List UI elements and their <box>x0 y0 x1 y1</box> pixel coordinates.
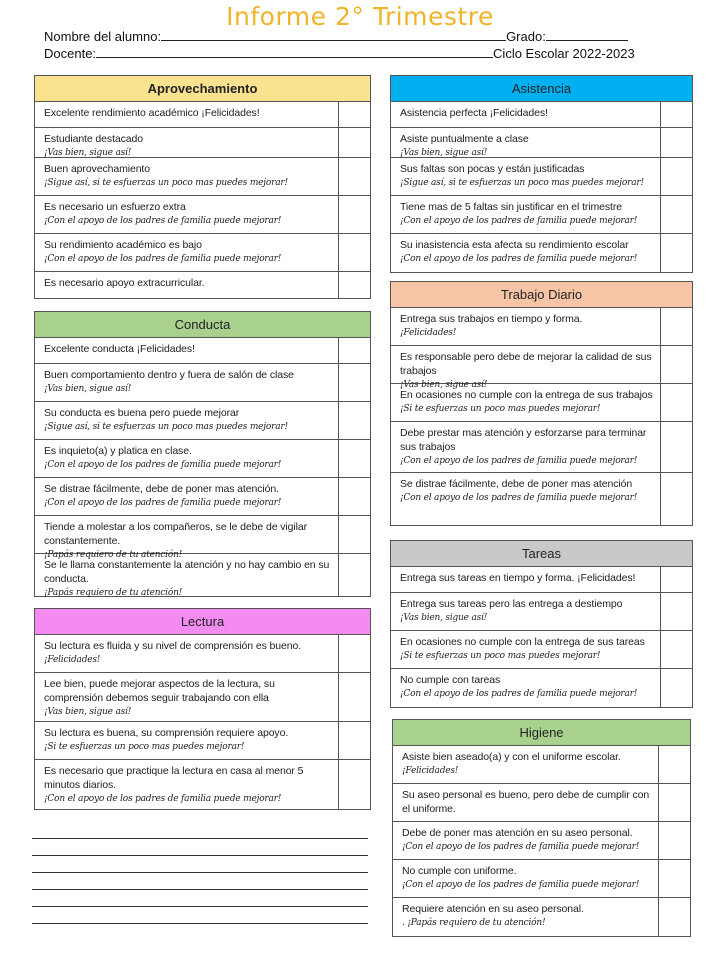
row-main-text: Su conducta es buena pero puede mejorar <box>44 407 240 419</box>
row-main-text: Tiene mas de 5 faltas sin justificar en el trimestre <box>400 201 623 213</box>
check-box[interactable] <box>661 473 692 525</box>
row-sub-text: ¡Vas bien, sigue así! <box>400 380 488 390</box>
row-sub-text: . ¡Papás requiero de tu atención! <box>402 918 546 928</box>
check-box[interactable] <box>661 567 692 592</box>
page-title: Informe 2° Trimestre <box>226 2 494 31</box>
row-main-text: Su aseo personal es bueno, pero debe de cumplir con el uniforme. <box>402 789 650 815</box>
check-box[interactable] <box>661 234 692 272</box>
row-main-text: Buen comportamiento dentro y fuera de salón de clase <box>44 369 294 381</box>
check-box[interactable] <box>339 128 370 157</box>
row-text <box>35 516 339 560</box>
table-row <box>393 898 690 936</box>
row-text <box>391 234 661 272</box>
check-box[interactable] <box>661 384 692 421</box>
check-box[interactable] <box>661 346 692 383</box>
row-text <box>391 473 661 525</box>
row-sub-text: ¡Papás requiero de tu atención! <box>44 550 183 560</box>
check-box[interactable] <box>339 722 370 759</box>
row-sub-text: ¡Felicidades! <box>400 328 457 338</box>
check-box[interactable] <box>661 158 692 195</box>
check-box[interactable] <box>339 102 370 127</box>
section-conducta <box>34 311 371 597</box>
row-main-text: Es necesario apoyo extracurricular. <box>44 277 205 289</box>
header-line-teacher <box>44 45 635 61</box>
table-row <box>35 402 370 440</box>
grade-label: Grado: <box>506 29 546 44</box>
section-aprovechamiento <box>34 75 371 299</box>
note-line[interactable] <box>32 923 368 924</box>
table-row <box>391 669 692 707</box>
row-text <box>391 669 661 707</box>
row-sub-text: ¡Con el apoyo de los padres de familia puede mejorar! <box>400 456 638 466</box>
check-box[interactable] <box>661 631 692 668</box>
note-line[interactable] <box>32 855 368 856</box>
row-main-text: Excelente conducta ¡Felicidades! <box>44 343 195 355</box>
check-box[interactable] <box>339 760 370 809</box>
row-text <box>391 593 661 630</box>
row-main-text: Lee bien, puede mejorar aspectos de la lectura, su comprensión debemos seguir trabajando con ella <box>44 678 275 704</box>
section-title-higiene: Higiene <box>393 720 690 746</box>
row-main-text: En ocasiones no cumple con la entrega de sus tareas <box>400 636 645 648</box>
row-text <box>35 338 339 363</box>
row-sub-text: ¡Con el apoyo de los padres de familia puede mejorar! <box>44 254 282 264</box>
check-box[interactable] <box>339 196 370 233</box>
row-sub-text: ¡Vas bien, sigue así! <box>44 707 132 717</box>
table-row <box>35 440 370 478</box>
row-text <box>35 158 339 195</box>
table-row <box>35 722 370 760</box>
row-main-text: Debe prestar mas atención y esforzarse para terminar sus trabajos <box>400 427 647 453</box>
table-row <box>393 860 690 898</box>
check-box[interactable] <box>661 422 692 472</box>
row-main-text: Asiste bien aseado(a) y con el uniforme escolar. <box>402 751 621 763</box>
row-main-text: Tiende a molestar a los compañeros, se le debe de vigilar constantemente. <box>44 521 307 547</box>
check-box[interactable] <box>659 822 690 859</box>
row-text <box>391 158 661 195</box>
row-sub-text: ¡Felicidades! <box>402 766 459 776</box>
table-row <box>393 822 690 860</box>
note-line[interactable] <box>32 906 368 907</box>
check-box[interactable] <box>661 196 692 233</box>
row-sub-text: ¡Papás requiero de tu atención! <box>44 588 183 598</box>
check-box[interactable] <box>339 673 370 721</box>
section-trabajo-diario <box>390 281 693 526</box>
section-title-asistencia: Asistencia <box>391 76 692 102</box>
row-sub-text: ¡Vas bien, sigue así! <box>44 384 132 394</box>
table-row <box>391 234 692 272</box>
row-text <box>391 567 661 592</box>
check-box[interactable] <box>659 898 690 936</box>
table-row <box>35 338 370 364</box>
table-row <box>35 234 370 272</box>
check-box[interactable] <box>659 746 690 783</box>
row-text <box>391 102 661 127</box>
table-row <box>35 364 370 402</box>
table-row <box>391 567 692 593</box>
row-sub-text: ¡Sigue así, si te esfuerzas un poco mas puedes mejorar! <box>44 422 288 432</box>
row-text <box>391 128 661 157</box>
row-sub-text: ¡Si te esfuerzas un poco mas puedes mejorar! <box>400 404 601 414</box>
row-text <box>35 554 339 596</box>
table-row <box>393 784 690 822</box>
check-box[interactable] <box>339 234 370 271</box>
row-sub-text: ¡Con el apoyo de los padres de familia puede mejorar! <box>402 880 640 890</box>
section-title-aprovechamiento: Aprovechamiento <box>35 76 370 102</box>
check-box[interactable] <box>339 635 370 672</box>
cycle-label: Ciclo Escolar 2022-2023 <box>493 46 635 61</box>
check-box[interactable] <box>659 784 690 821</box>
row-text <box>393 784 659 821</box>
row-main-text: Estudiante destacado <box>44 133 143 145</box>
notes-lines <box>32 838 368 940</box>
row-sub-text: ¡Con el apoyo de los padres de familia puede mejorar! <box>44 460 282 470</box>
check-box[interactable] <box>661 308 692 345</box>
check-box[interactable] <box>339 440 370 477</box>
row-sub-text: ¡Con el apoyo de los padres de familia puede mejorar! <box>44 794 282 804</box>
check-box[interactable] <box>659 860 690 897</box>
row-sub-text: ¡Con el apoyo de los padres de familia puede mejorar! <box>402 842 640 852</box>
row-text <box>35 440 339 477</box>
check-box[interactable] <box>339 554 370 596</box>
row-text <box>391 308 661 345</box>
table-row <box>35 478 370 516</box>
check-box[interactable] <box>339 364 370 401</box>
table-row <box>391 346 692 390</box>
note-line[interactable] <box>32 872 368 873</box>
section-title-trabajo-diario: Trabajo Diario <box>391 282 692 308</box>
row-text <box>35 234 339 271</box>
row-text <box>35 402 339 439</box>
note-line[interactable] <box>32 838 368 839</box>
section-tareas <box>390 540 693 708</box>
row-main-text: Entrega sus tareas en tiempo y forma. ¡Felicidades! <box>400 572 636 584</box>
row-main-text: Debe de poner mas atención en su aseo personal. <box>402 827 633 839</box>
row-text <box>35 196 339 233</box>
row-main-text: Es responsable pero debe de mejorar la calidad de sus trabajos <box>400 351 652 377</box>
table-row <box>35 158 370 196</box>
row-text <box>35 478 339 515</box>
row-text <box>393 746 659 783</box>
row-text <box>391 196 661 233</box>
row-text <box>391 422 661 472</box>
row-main-text: Es necesario un esfuerzo extra <box>44 201 186 213</box>
table-row <box>391 128 692 158</box>
row-sub-text: ¡Vas bien, sigue así! <box>400 613 488 623</box>
table-row <box>393 746 690 784</box>
section-title-lectura: Lectura <box>35 609 370 635</box>
table-row <box>35 128 370 158</box>
row-main-text: Se distrae fácilmente, debe de poner mas atención <box>400 478 633 490</box>
row-main-text: Entrega sus trabajos en tiempo y forma. <box>400 313 583 325</box>
table-row <box>35 516 370 560</box>
student-name-field[interactable] <box>161 28 506 41</box>
section-title-conducta: Conducta <box>35 312 370 338</box>
header-line-student <box>44 28 628 44</box>
table-row <box>35 102 370 128</box>
row-main-text: Su inasistencia esta afecta su rendimiento escolar <box>400 239 629 251</box>
row-text <box>35 722 339 759</box>
check-box[interactable] <box>661 669 692 707</box>
row-main-text: Su lectura es buena, su comprensión requiere apoyo. <box>44 727 289 739</box>
section-lectura <box>34 608 371 810</box>
row-sub-text: ¡Sigue así, si te esfuerzas un poco mas puedes mejorar! <box>400 178 644 188</box>
table-row <box>35 635 370 673</box>
check-box[interactable] <box>339 516 370 553</box>
check-box[interactable] <box>339 158 370 195</box>
row-sub-text: ¡Con el apoyo de los padres de familia puede mejorar! <box>400 254 638 264</box>
row-text <box>35 272 339 298</box>
table-row <box>391 308 692 346</box>
check-box[interactable] <box>339 478 370 515</box>
table-row <box>391 158 692 196</box>
table-row <box>35 673 370 722</box>
table-row <box>35 272 370 298</box>
row-main-text: Se distrae fácilmente, debe de poner mas atención. <box>44 483 279 495</box>
section-title-tareas: Tareas <box>391 541 692 567</box>
row-text <box>391 384 661 421</box>
row-sub-text: ¡Con el apoyo de los padres de familia puede mejorar! <box>44 498 282 508</box>
table-row <box>391 196 692 234</box>
check-box[interactable] <box>661 593 692 630</box>
row-text <box>35 760 339 809</box>
row-sub-text: ¡Si te esfuerzas un poco mas puedes mejorar! <box>400 651 601 661</box>
row-main-text: Buen aprovechamiento <box>44 163 150 175</box>
row-text <box>393 898 659 936</box>
row-main-text: Es inquieto(a) y platica en clase. <box>44 445 192 457</box>
check-box[interactable] <box>661 128 692 157</box>
row-sub-text: ¡Vas bien, sigue así! <box>400 148 488 158</box>
row-text <box>35 635 339 672</box>
row-main-text: No cumple con uniforme. <box>402 865 517 877</box>
row-main-text: Su rendimiento académico es bajo <box>44 239 202 251</box>
row-text <box>391 346 661 390</box>
row-sub-text: ¡Felicidades! <box>44 655 101 665</box>
grade-field[interactable] <box>546 28 628 41</box>
table-row <box>391 102 692 128</box>
section-higiene <box>392 719 691 937</box>
row-sub-text: ¡Vas bien, sigue así! <box>44 148 132 158</box>
row-text <box>35 673 339 721</box>
row-sub-text: ¡Con el apoyo de los padres de familia puede mejorar! <box>400 689 638 699</box>
check-box[interactable] <box>661 102 692 127</box>
table-row <box>391 422 692 473</box>
row-main-text: Se le llama constantemente la atención y no hay cambio en su conducta. <box>44 559 330 585</box>
row-sub-text: ¡Si te esfuerzas un poco mas puedes mejorar! <box>44 742 245 752</box>
table-row <box>391 593 692 631</box>
row-sub-text: ¡Con el apoyo de los padres de familia puede mejorar! <box>400 493 638 503</box>
row-main-text: Requiere atención en su aseo personal. <box>402 903 584 915</box>
row-main-text: Excelente rendimiento académico ¡Felicidades! <box>44 107 260 119</box>
row-text <box>393 822 659 859</box>
table-row <box>35 554 370 596</box>
teacher-label: Docente: <box>44 46 97 61</box>
student-label: Nombre del alumno: <box>44 29 162 44</box>
row-main-text: Asiste puntualmente a clase <box>400 133 529 145</box>
row-text <box>35 364 339 401</box>
table-row <box>35 196 370 234</box>
row-sub-text: ¡Con el apoyo de los padres de familia puede mejorar! <box>400 216 638 226</box>
table-row <box>391 473 692 525</box>
row-sub-text: ¡Sigue así, si te esfuerzas un poco mas puedes mejorar! <box>44 178 288 188</box>
row-main-text: Su lectura es fluida y su nivel de comprensión es bueno. <box>44 640 302 652</box>
table-row <box>391 631 692 669</box>
row-sub-text: ¡Con el apoyo de los padres de familia puede mejorar! <box>44 216 282 226</box>
check-box[interactable] <box>339 272 370 298</box>
row-text <box>391 631 661 668</box>
check-box[interactable] <box>339 338 370 363</box>
row-main-text: En ocasiones no cumple con la entrega de sus trabajos <box>400 389 653 401</box>
row-main-text: Sus faltas son pocas y están justificadas <box>400 163 585 175</box>
note-line[interactable] <box>32 889 368 890</box>
table-row <box>391 384 692 422</box>
teacher-name-field[interactable] <box>96 45 493 58</box>
section-asistencia <box>390 75 693 273</box>
row-text <box>393 860 659 897</box>
row-main-text: Asistencia perfecta ¡Felicidades! <box>400 107 548 119</box>
table-row <box>35 760 370 809</box>
row-main-text: Entrega sus tareas pero las entrega a destiempo <box>400 598 623 610</box>
row-text <box>35 102 339 127</box>
row-text <box>35 128 339 157</box>
row-main-text: Es necesario que practique la lectura en casa al menor 5 minutos diarios. <box>44 765 304 791</box>
check-box[interactable] <box>339 402 370 439</box>
row-main-text: No cumple con tareas <box>400 674 501 686</box>
